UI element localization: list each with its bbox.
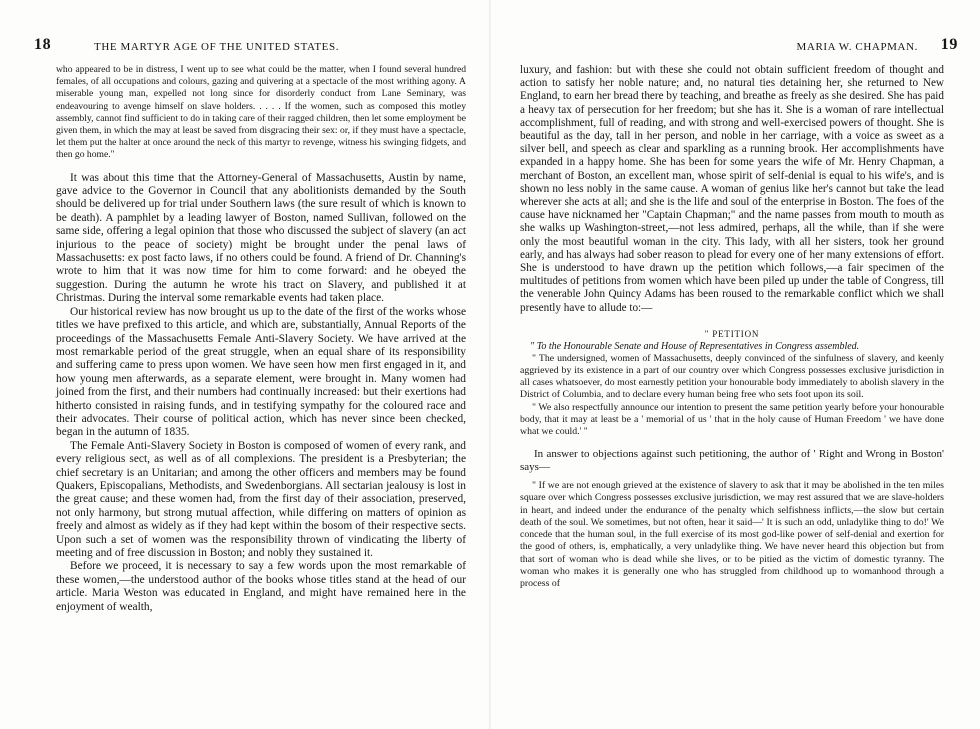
petition-title: " To the Honourable Senate and House of Representatives in Congress assembled. [530, 340, 860, 352]
left-paragraph-historical-review: Our historical review has now brought us up to the date of the first of the works whose titles we have prefixed to this article, and which are, substantially, Annual Reports of the proceedings of the Massachusetts Female Anti-Slavery Society. We have arrived at the most remarkable period of the great struggle, when an equal share of its responsibility and suffering came to press upon women. We have seen how men first engaged in it, and how young men afterwards, as a separate element, were brought in. Many women had joined from the first, and their numbers had continually increased: but their exertions had hitherto consisted in raising funds, and in testifying sympathy for the coloured race and their advocates. Their course of political action, which has never since been checked, began in the autumn of 1835. [56, 305, 466, 439]
closing-quote: " If we are not enough grieved at the existence of slavery to ask that it may be abolished in the ten miles square over which Congress possesses exclusive jurisdiction, we may rest assured that we are slave-holders in heart, and indeed under the endurance of the penalty which selfishness inflicts,—the slow but certain death of the soul. We sometimes, but not often, hear it said—' It is such an odd, unladylike thing to do!' We concede that the human soul, in the full exercise of its most god-like power of self-denial and exertion for the good of others, is, emphatically, a very unladylike thing. We have never heard this objection but from that sort of woman who is dead while she lives, or to be pitied as the victim of domestic tyranny. The woman who makes it is generally one who has struggled from childhood up to womanhood through a process of [520, 480, 944, 589]
left-paragraph-attorney-general: It was about this time that the Attorney-General of Massachusetts, Austin by name, gave advice to the Governor in Council that any abolitionists demanded by the South should be delivered up for trial under Southern laws (the sure result of which is known to be death). A pamphlet by a leading lawyer of Boston, named Sullivan, followed on the same side, offering a legal opinion that those who discussed the subject of slavery (an act injurious to the peace of society) might be brought under the penal laws of Massachusetts: ex post facto laws, if no others could be found. A friend of Dr. Channing's wrote to him that it was now time for him to come forward: and he obeyed the suggestion. During the autumn he wrote his tract on Slavery, and published it at Christmas. During the interval some remarkable events had taken place. [56, 171, 466, 305]
right-paragraph-chapman: luxury, and fashion: but with these she could not obtain sufficient freedom of thought and action to satisfy her noble nature; and, no natural ties detaining her, she returned to New England, to earn her bread there by teaching, and breathe as freely as she desired. She has paid a heavy tax of persecution for her freedom; but she has it. She is a woman of rare intellectual accomplishment, full of reading, and with strong and well-exercised powers of thought. She is beautiful as the day, tall in her person, and noble in her carriage, with a voice as sweet as a silver bell, and speech as clear and sparkling as a running brook. Her accomplishments have expanded in a happy home. She has been for some years the wife of Mr. Henry Chapman, a merchant of Boston, an excellent man, whose spirit of self-denial is equal to his wife's, and is shown no less nobly in the same cause. A woman of genius like her's cannot but take the lead wherever she acts at all; and she is the life and soul of the enterprise in Boston. The foes of the cause have nicknamed her "Captain Chapman;" and the name passes from mouth to mouth as she walks up Washington-street,—not less admired, perhaps, all the while, than if she were only the most beautiful woman in the city. This lady, with all her sisters, took her ground early, and has always had sober reason to plead for every one of her many extensions of effort. She is understood to have drawn up the petition which follows,—a fair specimen of the multitudes of petitions from women which have been piled up under the table of Congress, till the venerable John Quincy Adams has been roused to the remarkable conflict which we shall presently have to allude to:— [520, 64, 944, 314]
closing-intro: In answer to objections against such petitioning, the author of ' Right and Wrong in Boston' says— [520, 448, 944, 474]
left-running-head: THE MARTYR AGE OF THE UNITED STATES. [94, 41, 340, 53]
left-page-number: 18 [34, 36, 52, 53]
left-quote-paragraph: who appeared to be in distress, I went up to see what could be the matter, when I found several hundred females, of all occupations and colours, gazing and quivering at a spectacle of the most writhing agony. A miserable young man, expelled not long since for disorderly conduct from Lane Seminary, was endeavouring to avenge himself on slave holders. . . . . If the women, such as composed this motley assembly, cannot find sufficient to do in taking care of their ragged children, then let some employment be given them, in which the may at least be saved from disgracing their sex: or, if they must have a spectacle, let them put the halter at once around the neck of this martyr to revenge, witness his swinging fidgets, and then go home." [56, 64, 466, 161]
petition-paragraph: " We also respectfully announce our intention to present the same petition yearly before your honourable body, that it may at least be a ' memorial of us ' that in the holy cause of Human Freedom ' we have done what we could.' " [520, 401, 944, 438]
left-paragraph-maria-weston: Before we proceed, it is necessary to say a few words upon the most remarkable of these women,—the understood author of the books whose titles stand at the head of our article. Maria Weston was educated in England, and might have remained here in the enjoyment of wealth, [56, 560, 466, 613]
right-page-header [520, 36, 958, 64]
right-page-number: 19 [940, 36, 958, 53]
right-running-head: MARIA W. CHAPMAN. [796, 41, 918, 53]
petition-paragraph: " The undersigned, women of Massachusetts, deeply convinced of the sinfulness of slavery, and keenly aggrieved by its existence in a part of our country over which Congress possesses exclusive jurisdiction in all cases whatsoever, do most earnestly petition your honourable body immediately to abolish slavery in the District of Columbia, and to declare every human being free who sets foot upon its soil. [520, 352, 944, 401]
left-paragraph-female-society: The Female Anti-Slavery Society in Boston is composed of women of every rank, and every religious sect, as well as of all complexions. The president is a Presbyterian; the chief secretary is an Unitarian; and among the other officers and members may be found Quakers, Episcopalians, Methodists, and Swedenborgians. All sectarian jealousy is lost in the great cause; and these women had, from the first day of their association, preserved, not only harmony, but strong mutual affection, while differing on matters of opinion as freely and almost as widely as if they had kept within the bosom of their respective sects. Upon such a set of women was the responsibility thrown of vindicating the liberty of meeting and of free discussion in Boston; and nobly they sustained it. [56, 439, 466, 559]
petition-heading: " PETITION [704, 328, 760, 339]
left-page-header [34, 36, 466, 64]
right-page [490, 0, 980, 729]
